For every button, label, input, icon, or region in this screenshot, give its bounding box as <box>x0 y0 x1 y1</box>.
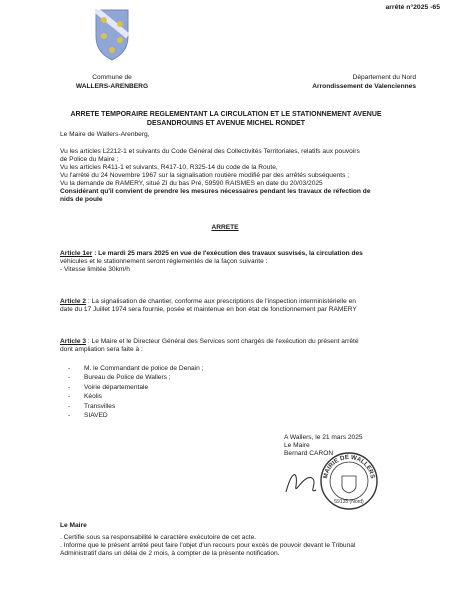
considerant-line: de Police du Maire ; <box>60 156 119 163</box>
footer-line: . Informe que le présent arrêté peut faire l'objet d'un recours pour excès de pouvoir devant le Tribunal <box>60 542 356 549</box>
list-item: - Bureau de Police de Wallers ; <box>84 373 204 382</box>
article-1-label: Article 1er <box>60 250 93 257</box>
stamp-text: MAIRIE DE WALLERS <box>322 453 376 480</box>
footer-line: Administratif dans un délai de 2 mois, à compter de la présente notification. <box>60 550 280 557</box>
list-item: - Kéolis <box>84 392 204 401</box>
article-2 <box>60 298 357 314</box>
footer-role: Le Maire <box>60 522 87 529</box>
department-label: Département du Nord <box>352 74 416 81</box>
considerant-line: Vu la demande de RAMERY, situé ZI du bas Pré, 59590 RAISMES en date du 20/03/2025 <box>60 180 323 187</box>
article-3-text: : Le Maire et le Directeur Général des Services sont chargés de l'exécution du présent arrêté <box>86 338 359 345</box>
considerant-line: Vu les articles L2212-1 et suivants du Code Général des Collectivités Territoriales, relatifs aux pouvoirs <box>60 148 360 155</box>
commune-crest-logo <box>92 6 132 62</box>
list-item: - Transvilles <box>84 402 204 411</box>
stamp-subtext: 59135 (Nord) <box>334 499 364 505</box>
signature-place-date: A Wallers, le 21 mars 2025 <box>284 434 363 441</box>
article-1-text-cont: véhicules et le stationnement seront réglementés de la façon suivante : <box>60 258 268 265</box>
recipients-list <box>84 364 204 420</box>
article-3-label: Article 3 <box>60 338 87 345</box>
article-1-text: : Le mardi 25 mars 2025 en vue de l'exécution des travaux susvisés, la circulation des <box>92 250 363 257</box>
footer-line: . Certifie sous sa responsabilité le caractère exécutoire de cet acte. <box>60 534 257 541</box>
title-line-1: ARRETE TEMPORAIRE REGLEMENTANT LA CIRCULATION ET LE STATIONNEMENT AVENUE <box>70 111 382 118</box>
arrete-heading: ARRETE <box>211 224 239 231</box>
footer-block <box>60 522 355 558</box>
commune-name: WALLERS-ARENBERG <box>75 83 149 90</box>
handwritten-signature <box>282 464 322 500</box>
document-title <box>68 110 384 128</box>
article-2-text-cont: date du 17 Juillet 1974 sera fournie, posée et maintenue en bon état de fonctionnement par RAMERY <box>60 306 357 313</box>
considerant-line: Vu les articles R411-1 et suivants, R417-10, R325-14 du code de la Route, <box>60 164 278 171</box>
arrete-number: arrêté n°2025 -65 <box>385 4 440 11</box>
list-item: - Voirie départementale <box>84 383 204 392</box>
article-3-text-cont: dont ampliation sera faite à : <box>60 346 143 353</box>
signature-name: Bernard CARON <box>284 450 334 457</box>
signature-role: Le Maire <box>284 442 310 449</box>
article-1 <box>60 250 363 274</box>
considerant-line: nids de poule <box>60 196 103 203</box>
considerants-block <box>60 148 370 204</box>
article-3 <box>60 338 359 354</box>
article-2-label: Article 2 <box>60 298 87 305</box>
list-item: - SIAVED <box>84 411 204 420</box>
considerant-line: Vu l'arrêté du 24 Novembre 1967 sur la signalisation routière modifié par des arrêtés subséquents ; <box>60 172 350 179</box>
intro-mayor: Le Maire de Wallers-Arenberg, <box>60 131 150 138</box>
title-line-2: DESANDROUINS ET AVENUE MICHEL RONDET <box>146 120 306 127</box>
arrondissement-label: Arrondissement de Valenciennes <box>312 83 416 90</box>
official-stamp <box>318 450 380 512</box>
article-1-speed-limit: - Vitesse limitée 30km/h <box>60 266 130 273</box>
list-item: - M. le Commandant de police de Denain ; <box>84 364 204 373</box>
commune-label: Commune de <box>92 74 132 81</box>
article-2-text: : La signalisation de chantier, conforme aux prescriptions de l'inspection interministérielle en <box>86 298 356 305</box>
svg-text:MAIRIE DE WALLERS <box>322 454 376 479</box>
considerant-line: Considérant qu'il convient de prendre les mesures nécessaires pendant les travaux de réfection de <box>60 188 371 195</box>
